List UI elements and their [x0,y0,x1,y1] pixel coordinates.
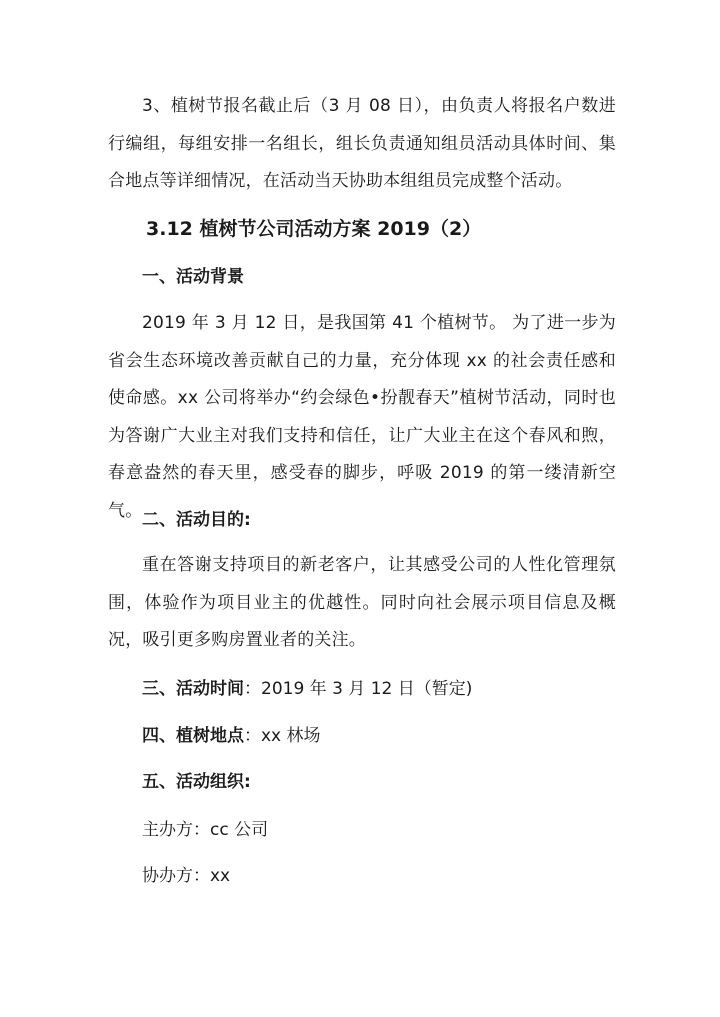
section4-line [142,724,321,748]
section2-heading: 二、活动目的: [142,510,251,530]
section3-label: 三、活动时间 [142,679,244,699]
section1-body: 2019 年 3 月 12 日，是我国第 41 个植树节。 为了进一步为省会生态环境改善贡献自己的力量，充分体现 xx 的社会责任感和使命感。xx 公司将举办“约会绿色•扮靓春天”植树节活动，同时也为答谢广大业主对我们支持和信任，让广大业主在这个春风和煦，春意盎然的春天里，感受春的脚步，呼吸 2019 的第一缕清新空气。 [108,313,616,521]
section4-value: ：xx 林场 [244,726,321,746]
section2-body: 重在答谢支持项目的新老客户，让其感受公司的人性化管理氛围，体验作为项目业主的优越性。同时向社会展示项目信息及概况，吸引更多购房置业者的关注。 [108,555,616,650]
section1-heading: 一、活动背景 [142,267,244,287]
section5-heading: 五、活动组织: [142,772,251,792]
document-title: 3.12 植树节公司活动方案 2019（2） [146,218,482,240]
section3-line [142,677,472,701]
intro-paragraph: 3、植树节报名截止后（3 月 08 日），由负责人将报名户数进行编组，每组安排一名组长，组长负责通知组员活动具体时间、集合地点等详细情况，在活动当天协助本组组员完成整个活动。 [108,96,616,191]
section4-label: 四、植树地点 [142,726,244,746]
organizer-line: 主办方：cc 公司 [142,820,269,840]
section3-value: ：2019 年 3 月 12 日（暂定) [244,679,473,699]
co-organizer-line: 协办方：xx [142,866,231,886]
